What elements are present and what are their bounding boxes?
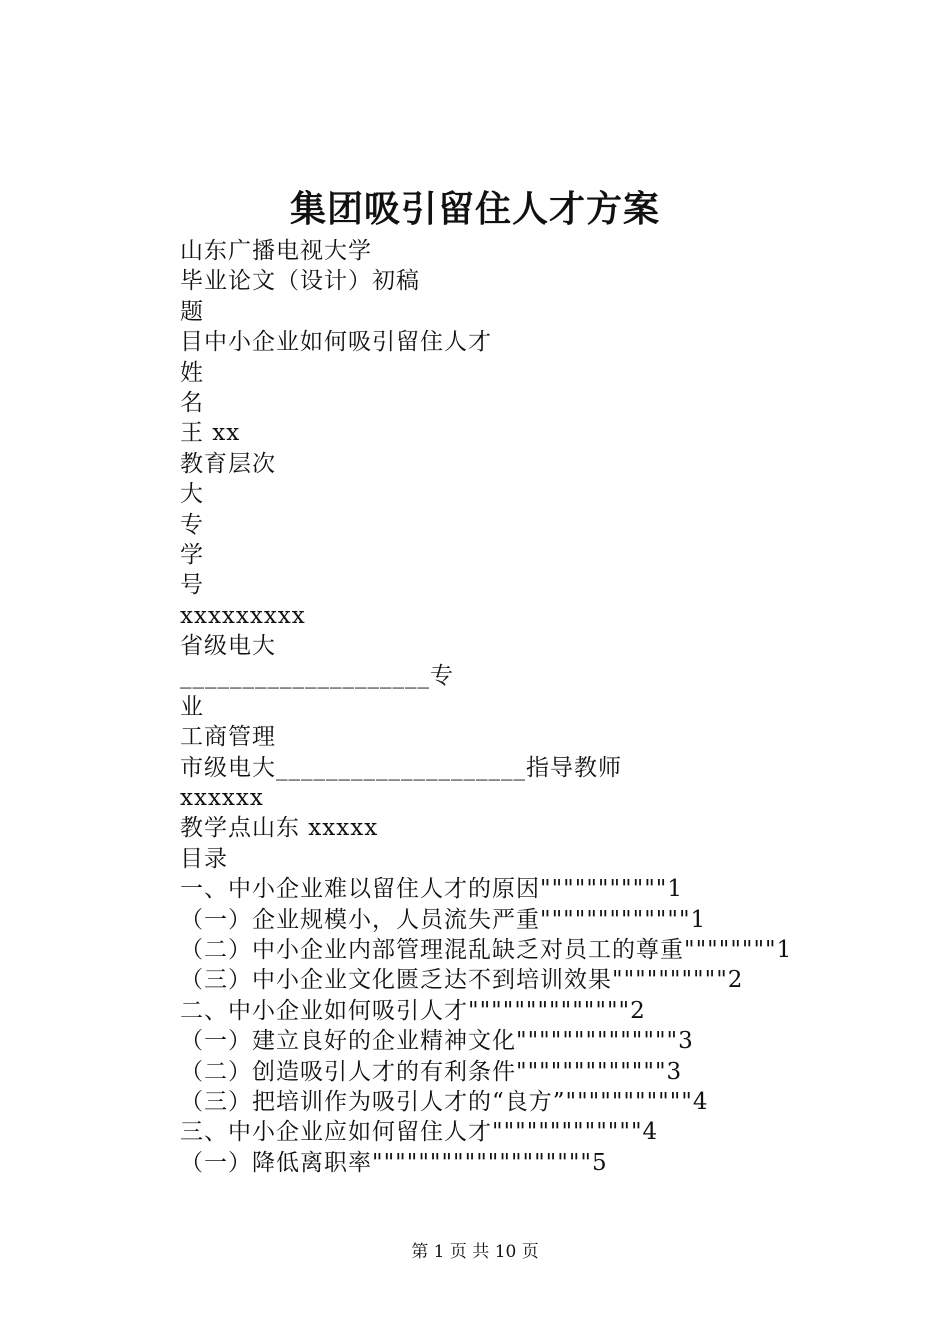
page-title: 集团吸引留住人才方案 <box>289 188 660 230</box>
toc-entry: 二、中小企业如何吸引人才""""""""""""""2 <box>180 997 646 1024</box>
text-line-student-id: xxxxxxxxx <box>180 602 306 629</box>
text-line-title-label: 题 <box>180 298 204 325</box>
toc-entry: （二）中小企业内部管理混乱缺乏对员工的尊重""""""""1 <box>180 936 793 963</box>
text-line-student-id-label-1: 学 <box>180 541 204 568</box>
text-line-major-label-1: ____________________专 <box>180 663 454 690</box>
toc-entry: （二）创造吸引人才的有利条件"""""""""""""3 <box>180 1058 683 1085</box>
text-line-name-label-1: 姓 <box>180 359 204 386</box>
text-line-provincial-university: 省级电大 <box>180 633 276 660</box>
page-footer: 第 1 页 共 10 页 <box>411 1242 539 1262</box>
document-body <box>180 236 880 1178</box>
text-line-level-2: 专 <box>180 511 204 538</box>
toc-entry: （一）降低离职率"""""""""""""""""""5 <box>180 1149 608 1176</box>
text-line-major: 工商管理 <box>180 724 276 751</box>
text-line-author-name: 王 xx <box>180 420 241 447</box>
text-line-level-1: 大 <box>180 481 204 508</box>
text-line-education-level: 教育层次 <box>180 450 276 477</box>
text-line-school: 山东广播电视大学 <box>180 238 372 264</box>
toc-entry: 三、中小企业应如何留住人才"""""""""""""4 <box>180 1119 659 1146</box>
text-line-thesis-topic: 目中小企业如何吸引留住人才 <box>180 329 492 356</box>
toc-entry: （一）建立良好的企业精神文化""""""""""""""3 <box>180 1028 694 1055</box>
toc-entry: 一、中小企业难以留住人才的原因"""""""""""1 <box>180 876 684 903</box>
text-line-advisor-name: xxxxxx <box>180 785 264 812</box>
toc-entry: （三）把培训作为吸引人才的“良方”"""""""""""4 <box>180 1088 709 1115</box>
text-line-thesis-draft: 毕业论文（设计）初稿 <box>180 268 420 295</box>
text-line-teaching-point: 教学点山东 xxxxx <box>180 815 379 842</box>
toc-entry: （三）中小企业文化匮乏达不到培训效果""""""""""2 <box>180 967 744 994</box>
toc-entry: （一）企业规模小，人员流失严重"""""""""""""1 <box>180 906 707 933</box>
text-line-city-university-advisor: 市级电大____________________指导教师 <box>180 754 622 781</box>
text-line-name-label-2: 名 <box>180 389 204 416</box>
text-line-major-label-2: 业 <box>180 693 204 720</box>
toc-heading: 目录 <box>180 845 228 872</box>
text-line-student-id-label-2: 号 <box>180 572 204 599</box>
